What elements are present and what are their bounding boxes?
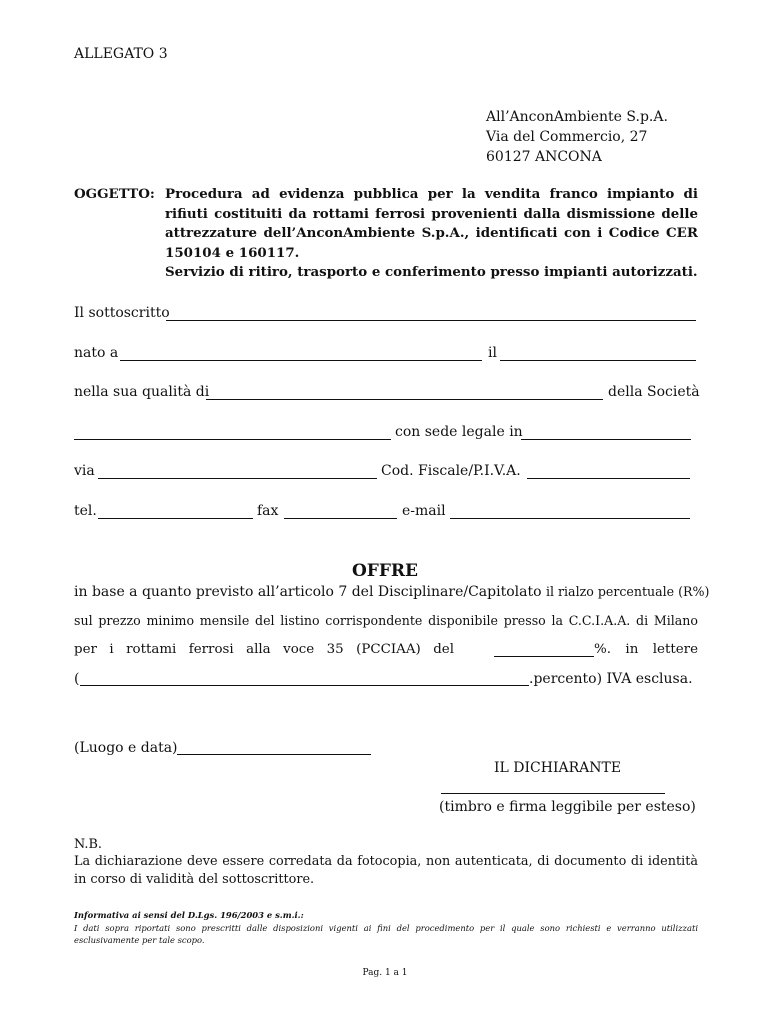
oggetto-label: OGGETTO: (74, 186, 155, 202)
luogo-data-label: (Luogo e data) (74, 740, 178, 756)
offre-heading: OFFRE (351, 561, 419, 581)
row-via (74, 462, 696, 482)
offre-line-2: sul prezzo minimo mensile del listino corrispondente disponibile presso la C.C.I.A.A. di Milano (74, 613, 698, 628)
label-societa: della Società (608, 384, 700, 400)
recipient-line-3: 60127 ANCONA (486, 149, 602, 165)
label-qualita: nella sua qualità di (74, 384, 210, 400)
offre-line-4a: ( (74, 671, 80, 687)
row-sottoscritto (74, 304, 696, 324)
label-cod-fiscale: Cod. Fiscale/P.I.V.A. (381, 463, 521, 479)
label-via: via (74, 463, 95, 479)
row-contatti (74, 502, 696, 522)
offre-line-3b: %. in lettere (594, 642, 698, 657)
recipient-line-2: Via del Commercio, 27 (486, 129, 648, 145)
label-email: e-mail (402, 503, 446, 519)
label-sottoscritto: Il sottoscritto (74, 305, 170, 321)
field-fax[interactable] (284, 518, 397, 519)
offre-line-1b: il rialzo percentuale (R%) (545, 584, 710, 599)
offre-line-4b: .percento) IVA esclusa. (529, 671, 693, 687)
oggetto-service: Servizio di ritiro, trasporto e conferimento presso impianti autorizzati. (165, 264, 698, 281)
field-via[interactable] (98, 478, 377, 479)
field-firma[interactable] (441, 793, 665, 794)
nb-text: La dichiarazione deve essere corredata da fotocopia, non autenticata, di documento di identità in corso di validità del sottoscrittore. (74, 854, 698, 887)
label-sede-legale: con sede legale in (395, 424, 523, 440)
oggetto-description: Procedura ad evidenza pubblica per la vendita franco impianto di rifiuti costituiti da rottami ferrosi provenienti dalla dismissione delle attrezzature dell’AnconAmbiente S.p.A., identificati con i Codice CER 150104 e 160117. (165, 186, 698, 261)
field-percent-letters[interactable] (80, 685, 529, 686)
label-fax: fax (257, 503, 279, 519)
field-data-nascita[interactable] (500, 360, 696, 361)
row-nato (74, 344, 696, 364)
nb-label: N.B. (74, 837, 102, 852)
dichiarante-label: IL DICHIARANTE (494, 760, 622, 776)
offre-line-1 (74, 583, 709, 601)
field-luogo-data[interactable] (177, 754, 371, 755)
field-email[interactable] (450, 518, 690, 519)
label-nato-a: nato a (74, 345, 119, 361)
row-sede (74, 423, 696, 443)
oggetto-text (165, 185, 698, 283)
recipient-line-1: All’AnconAmbiente S.p.A. (486, 109, 668, 125)
field-sottoscritto[interactable] (166, 320, 696, 321)
allegato-label: ALLEGATO 3 (74, 46, 168, 62)
field-pcciaa-percent[interactable] (494, 656, 594, 657)
offre-line-3a: per i rottami ferrosi alla voce 35 (PCCIAA) del (74, 642, 454, 657)
field-societa[interactable] (74, 439, 391, 440)
row-qualita (74, 383, 700, 403)
field-tel[interactable] (98, 518, 253, 519)
offre-line-1a: in base a quanto previsto all’articolo 7 del Disciplinare/Capitolato (74, 584, 542, 600)
timbro-label: (timbro e firma leggibile per esteso) (439, 799, 696, 815)
field-qualita[interactable] (206, 399, 603, 400)
label-il: il (488, 345, 497, 361)
privacy-text: I dati sopra riportati sono prescritti dalle disposizioni vigenti ai fini del procedimento per il quale sono richiesti e verranno utilizzati esclusivamente per tale scopo. (74, 923, 698, 945)
field-sede-legale[interactable] (521, 439, 691, 440)
page-number: Pag. 1 a 1 (362, 968, 408, 978)
field-cod-fiscale[interactable] (527, 478, 690, 479)
label-tel: tel. (74, 503, 97, 519)
field-nato-a[interactable] (120, 360, 482, 361)
privacy-title: Informativa ai sensi del D.Lgs. 196/2003 e s.m.i.: (74, 910, 304, 920)
